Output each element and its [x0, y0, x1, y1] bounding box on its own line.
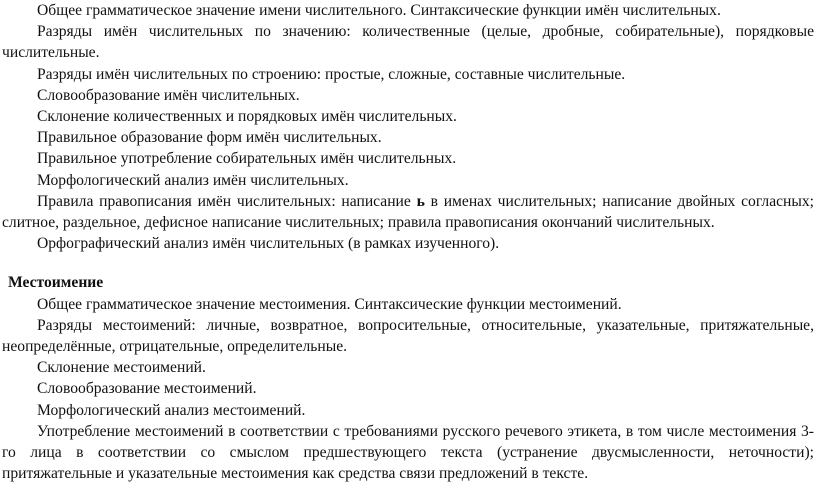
pronoun-paragraph-declension: Склонение местоимений.: [37, 359, 206, 377]
spelling-rules-text-before: Правила правописания имён числительных: написание: [37, 192, 417, 210]
pronoun-paragraph-meaning: Общее грамматическое значение местоимения. Синтаксические функции местоимений.: [37, 295, 622, 313]
soft-sign-letter: ь: [416, 192, 425, 210]
numeral-paragraph-form-building: Правильное образование форм имён числительных.: [37, 129, 382, 147]
pronoun-paragraph-categories: Разряды местоимений: личные, возвратное, вопросительные, относительные, указательные, притяжательные, неопределённые, отрицательные, определительные.: [2, 316, 814, 356]
section-spacer: [2, 254, 814, 272]
pronoun-paragraph-morphological-analysis: Морфологический анализ местоимений.: [37, 401, 306, 419]
spelling-rules-text-after: в именах числительных; написание двойных согласных; слитное, раздельное, дефисное написание числительных; правила правописания окончаний числительных.: [2, 192, 814, 232]
pronoun-paragraph-usage: Употребление местоимений в соответствии с требованиями русского речевого этикета, в том числе местоимения 3-го лица в соответствии со смыслом предшествующего текста (устранение двусмысленности, неточности); притяжательные и указательные местоимения как средства связи предложений в тексте.: [2, 422, 814, 483]
numeral-paragraph-morphological-analysis: Морфологический анализ имён числительных.: [37, 171, 349, 189]
pronoun-section-heading: Местоимение: [8, 274, 104, 292]
numeral-paragraph-word-formation: Словообразование имён числительных.: [37, 86, 300, 104]
numeral-paragraph-structure-categories: Разряды имён числительных по строению: простые, сложные, составные числительные.: [37, 65, 626, 83]
numeral-paragraph-spelling-rules: [2, 191, 814, 233]
pronoun-paragraph-word-formation: Словообразование местоимений.: [37, 380, 257, 398]
numeral-paragraph-collective-usage: Правильное употребление собирательных имён числительных.: [37, 150, 457, 168]
numeral-paragraph-meaning: Общее грамматическое значение имени числительного. Синтаксические функции имён числительных.: [37, 2, 721, 19]
numeral-paragraph-declension: Склонение количественных и порядковых имён числительных.: [37, 108, 457, 126]
numeral-paragraph-value-categories: Разряды имён числительных по значению: количественные (целые, дробные, собирательные), порядковые числительные.: [2, 23, 814, 62]
numeral-paragraph-orthographic-analysis: Орфографический анализ имён числительных (в рамках изученного).: [37, 235, 500, 253]
